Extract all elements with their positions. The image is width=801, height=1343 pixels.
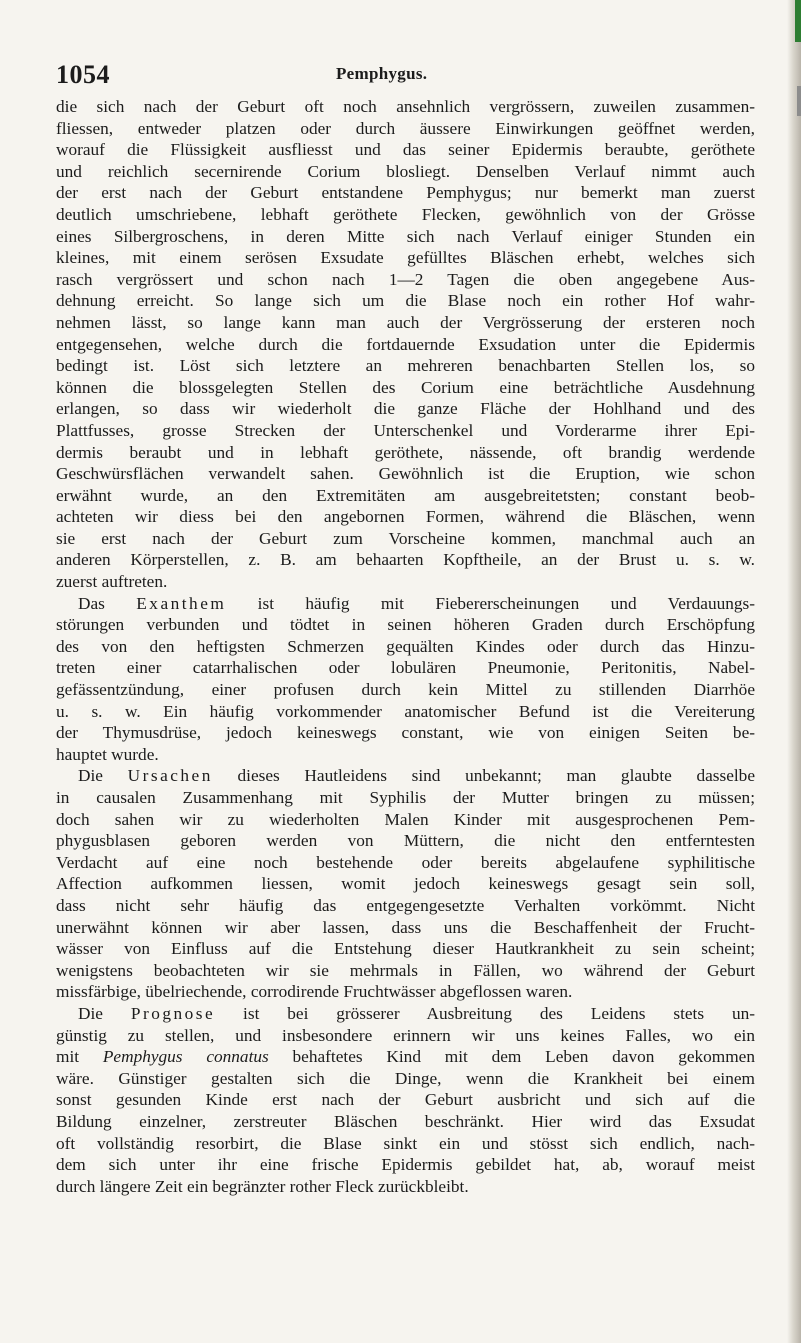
text-segment: und reichlich secernirende Corium blosliegt. Denselben Verlauf nimmt auch — [56, 161, 755, 181]
page-number: 1054 — [56, 60, 110, 89]
text-line — [56, 355, 755, 377]
text-line — [56, 247, 755, 269]
text-line — [56, 873, 755, 895]
text-line — [56, 787, 755, 809]
text-segment: hauptet wurde. — [56, 744, 159, 764]
spaced-keyword: Ursachen — [127, 766, 213, 786]
text-segment: Verdacht auf eine noch bestehende oder bereits abgelaufene syphilitische — [56, 852, 755, 872]
text-line — [56, 1025, 755, 1047]
text-segment: achteten wir diess bei den angebornen Formen, während die Bläschen, wenn — [56, 507, 755, 527]
page-edge-shadow — [787, 0, 801, 1343]
text-line — [56, 1046, 755, 1068]
text-segment: günstig zu stellen, und insbesondere erinnern wir uns keines Falles, wo ein — [56, 1025, 755, 1045]
text-line — [56, 312, 755, 334]
text-segment: entgegensehen, welche durch die fortdauernde Exsudation unter die Epidermis — [56, 334, 755, 354]
text-line — [56, 636, 755, 658]
text-segment: behaftetes Kind mit dem Leben davon gekommen — [268, 1047, 755, 1067]
text-line — [56, 463, 755, 485]
text-line — [56, 830, 755, 852]
text-segment: der Thymusdrüse, jedoch keineswegs constant, wie von einigen Seiten be- — [56, 723, 755, 743]
text-segment: des von den heftigsten Schmerzen gequälten Kindes oder durch das Hinzu- — [56, 636, 755, 656]
text-line — [56, 938, 755, 960]
text-line — [56, 1089, 755, 1111]
text-segment: anderen Körperstellen, z. B. am behaarten Kopftheile, an der Brust u. s. w. — [56, 550, 755, 570]
text-line — [56, 1176, 755, 1198]
text-line — [56, 981, 755, 1003]
text-segment: bedingt ist. Löst sich letztere an mehreren benachbarten Stellen los, so — [56, 356, 755, 376]
text-line — [56, 161, 755, 183]
text-segment: kleines, mit einem serösen Exsudate gefülltes Bläschen erhebt, welches sich — [56, 248, 755, 268]
text-line — [56, 657, 755, 679]
text-line — [56, 398, 755, 420]
text-segment: doch sahen wir zu wiederholten Malen Kinder mit ausgesprochenen Pem- — [56, 809, 755, 829]
text-line — [56, 1133, 755, 1155]
text-line — [56, 1003, 755, 1025]
text-line — [56, 809, 755, 831]
text-segment: fliessen, entweder platzen oder durch äussere Einwirkungen geöffnet werden, — [56, 118, 755, 138]
spaced-keyword: Exanthem — [136, 593, 227, 613]
text-segment: Bildung einzelner, zerstreuter Bläschen beschränkt. Hier wird das Exsudat — [56, 1111, 755, 1131]
page-edge-mark — [797, 86, 801, 116]
text-line — [56, 269, 755, 291]
text-segment: dermis beraubt und in lebhaft geröthete, nässende, oft brandig werdende — [56, 442, 755, 462]
text-line — [56, 420, 755, 442]
text-line — [56, 765, 755, 787]
text-segment: wässer von Einfluss auf die Entstehung dieser Hautkrankheit zu sein scheint; — [56, 939, 755, 959]
text-segment: Die — [78, 766, 128, 786]
text-line — [56, 593, 755, 615]
spaced-keyword: Prognose — [130, 1003, 216, 1023]
text-segment: dieses Hautleidens sind unbekannt; man glaubte dasselbe — [212, 766, 755, 786]
text-segment: Die — [78, 1003, 131, 1023]
text-segment: dehnung erreicht. So lange sich um die Blase noch ein rother Hof wahr- — [56, 291, 755, 311]
text-segment: sie erst nach der Geburt zum Vorscheine kommen, manchmal auch an — [56, 528, 755, 548]
text-segment: mit — [56, 1047, 103, 1067]
text-line — [56, 442, 755, 464]
text-segment: Plattfusses, grosse Strecken der Unterschenkel und Vorderarme ihrer Epi- — [56, 420, 755, 440]
text-line — [56, 679, 755, 701]
text-segment: in causalen Zusammenhang mit Syphilis der Mutter bringen zu müssen; — [56, 788, 755, 807]
text-segment: störungen verbunden und tödtet in seinen höheren Graden durch Erschöpfung — [56, 615, 755, 635]
text-line — [56, 549, 755, 571]
text-segment: Geschwürsflächen verwandelt sahen. Gewöhnlich ist die Eruption, wie schon — [56, 464, 755, 484]
text-line — [56, 701, 755, 723]
text-line — [56, 571, 755, 593]
text-segment: sonst gesunden Kinde erst nach der Geburt ausbricht und sich auf die — [56, 1090, 755, 1110]
body-text — [56, 96, 755, 1197]
italic-term: Pemphygus connatus — [102, 1047, 269, 1067]
text-segment: durch längere Zeit ein begränzter rother Fleck zurückbleibt. — [56, 1176, 469, 1196]
text-line — [56, 204, 755, 226]
text-segment: u. s. w. Ein häufig vorkommender anatomischer Befund ist die Vereiterung — [56, 701, 755, 721]
running-head: Pemphygus. — [336, 64, 428, 83]
text-segment: rasch vergrössert und schon nach 1—2 Tagen die oben angegebene Aus- — [56, 269, 755, 289]
text-segment: oft vollständig resorbirt, die Blase sinkt ein und stösst sich endlich, nach- — [56, 1133, 755, 1153]
text-line — [56, 290, 755, 312]
text-line — [56, 96, 755, 118]
text-segment: erwähnt wurde, an den Extremitäten am ausgebreitetsten; constant beob- — [56, 485, 755, 505]
text-segment: ist bei grösserer Ausbreitung des Leidens stets un- — [215, 1003, 755, 1023]
text-segment: phygusblasen geboren werden von Müttern, die nicht den entferntesten — [56, 831, 755, 851]
text-line — [56, 377, 755, 399]
text-segment: wäre. Günstiger gestalten sich die Dinge, wenn die Krankheit bei einem — [56, 1068, 755, 1088]
text-segment: worauf die Flüssigkeit ausfliesst und das seiner Epidermis beraubte, geröthete — [56, 140, 755, 160]
text-segment: nehmen lässt, so lange kann man auch der Vergrösserung der ersteren noch — [56, 312, 755, 332]
text-segment: unerwähnt können wir aber lassen, dass uns die Beschaffenheit der Frucht- — [56, 917, 755, 937]
text-segment: dass nicht sehr häufig das entgegengesetzte Verhalten vorkömmt. Nicht — [56, 895, 755, 915]
text-line — [56, 852, 755, 874]
text-segment: Das — [78, 593, 137, 613]
text-line — [56, 485, 755, 507]
text-line — [56, 139, 755, 161]
text-line — [56, 334, 755, 356]
text-segment: können die blossgelegten Stellen des Corium eine beträchtliche Ausdehnung — [56, 377, 755, 397]
text-segment: wenigstens beobachteten wir sie mehrmals in Fällen, wo während der Geburt — [56, 960, 755, 980]
text-line — [56, 960, 755, 982]
text-segment: gefässentzündung, einer profusen durch kein Mittel zu stillenden Diarrhöe — [56, 680, 755, 700]
text-segment: die sich nach der Geburt oft noch ansehnlich vergrössern, zuweilen zusammen- — [56, 97, 755, 116]
text-segment: dem sich unter ihr eine frische Epidermis gebildet hat, ab, worauf meist — [56, 1155, 755, 1175]
text-segment: zuerst auftreten. — [56, 572, 168, 592]
text-line — [56, 528, 755, 550]
text-segment: missfärbige, übelriechende, corrodirende Fruchtwässer abgeflossen waren. — [56, 982, 573, 1002]
text-line — [56, 182, 755, 204]
text-line — [56, 1154, 755, 1176]
text-line — [56, 226, 755, 248]
text-segment: eines Silbergroschens, in deren Mitte sich nach Verlauf einiger Stunden ein — [56, 226, 755, 246]
text-line — [56, 722, 755, 744]
page-edge-mark — [795, 0, 801, 42]
text-line — [56, 1068, 755, 1090]
text-line — [56, 506, 755, 528]
text-line — [56, 614, 755, 636]
text-line — [56, 917, 755, 939]
text-line — [56, 744, 755, 766]
text-segment: Affection aufkommen liessen, womit jedoch keineswegs gesagt sein soll, — [56, 874, 755, 894]
text-segment: der erst nach der Geburt entstandene Pemphygus; nur bemerkt man zuerst — [56, 183, 755, 203]
text-line — [56, 895, 755, 917]
text-segment: ist häufig mit Fiebererscheinungen und Verdauungs- — [226, 593, 755, 613]
text-segment: treten einer catarrhalischen oder lobulären Pneumonie, Peritonitis, Nabel- — [56, 658, 755, 678]
text-segment: erlangen, so dass wir wiederholt die ganze Fläche der Hohlhand und des — [56, 399, 755, 419]
page-header — [56, 60, 756, 90]
text-line — [56, 1111, 755, 1133]
text-line — [56, 118, 755, 140]
text-segment: deutlich umschriebene, lebhaft geröthete Flecken, gewöhnlich von der Grösse — [56, 204, 755, 224]
